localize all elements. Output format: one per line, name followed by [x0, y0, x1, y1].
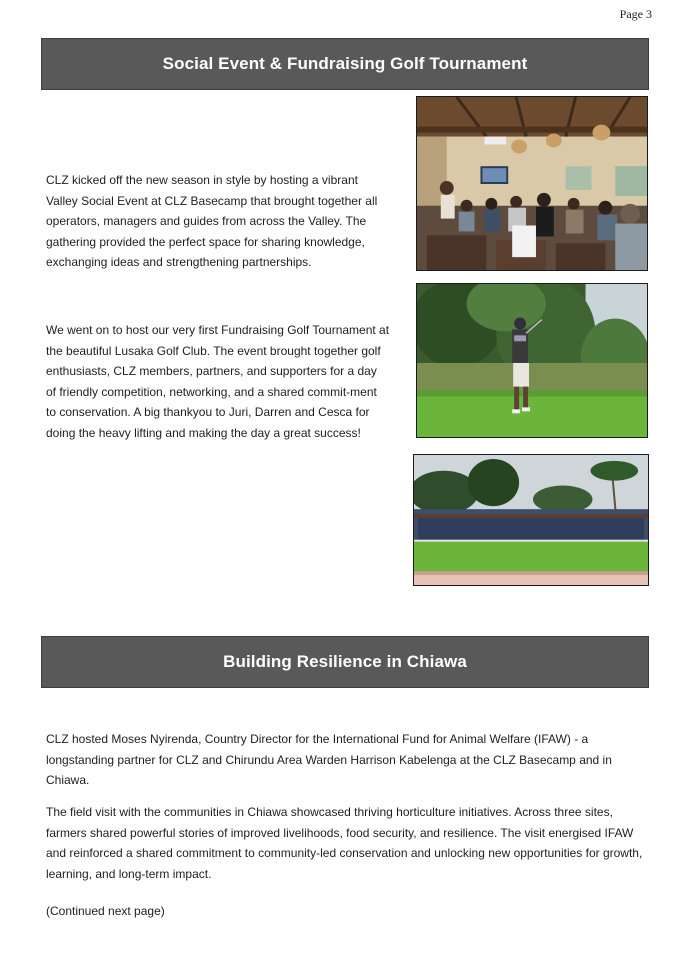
group-photo — [413, 454, 649, 586]
golf-tournament-paragraph: We went on to host our very first Fundraising Golf Tournament at the beautiful Lusaka Golf Club. The event brought together golf enthusiasts, CLZ members, partners, and supporters for a day of friendly competition, networking, and a shared commit-ment to conservation. A big thankyou to Juri, Darren and Cesca for doing the heavy lifting and making the day a great success! — [46, 323, 390, 440]
page-number: Page 3 — [619, 7, 652, 21]
field-visit-paragraph: The field visit with the communities in Chiawa showcased thriving horticulture initiatives. Across three sites, farmers shared powerful stories of improved livelihoods, food security, and resilience. The visit energised IFAW and reinforced a shared commitment to community-led conservation and unlocking new opportunities for growth, learning, and long-term impact. — [46, 805, 643, 881]
continued-note: (Continued next page) — [46, 904, 165, 918]
section-title: Building Resilience in Chiawa — [223, 652, 467, 671]
section-banner-social-event — [41, 38, 649, 90]
golfer-photo — [416, 283, 648, 438]
social-event-paragraph: CLZ kicked off the new season in style by hosting a vibrant Valley Social Event at CLZ Basecamp that brought together all operators, managers and guides from across the Valley. The gathering provided the perfect space for sharing knowledge, exchanging ideas and strengthening partnerships. — [46, 173, 378, 269]
section-banner-chiawa — [41, 636, 649, 688]
social-event-photo — [416, 96, 648, 271]
ifaw-visit-paragraph: CLZ hosted Moses Nyirenda, Country Director for the International Fund for Animal Welfare (IFAW) - a longstanding partner for CLZ and Chirundu Area Warden Harrison Kabelenga at the CLZ Basecamp and in Chiawa. — [46, 732, 612, 787]
section-title: Social Event & Fundraising Golf Tournament — [162, 54, 528, 73]
